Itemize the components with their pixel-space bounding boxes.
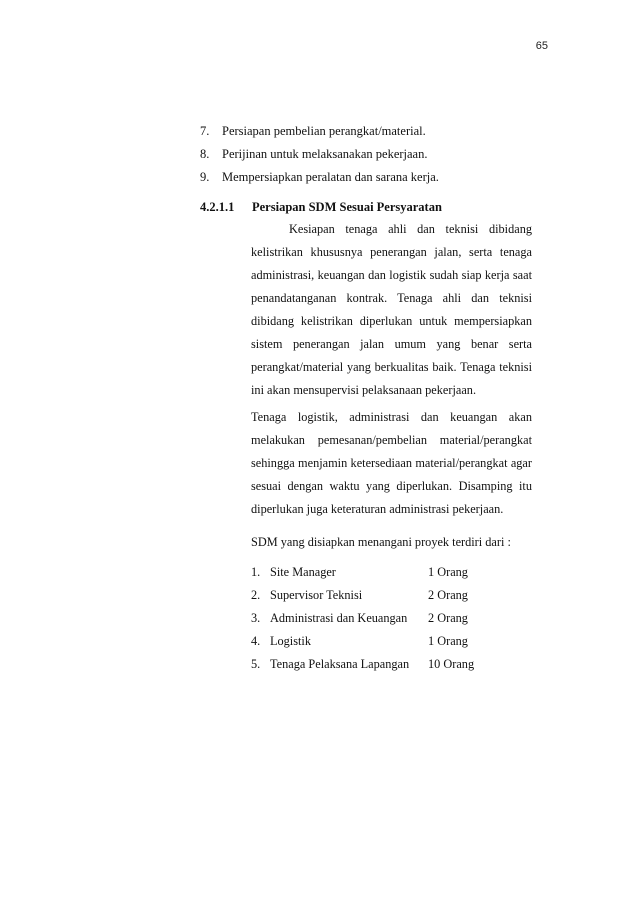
staff-count: 10 Orang	[428, 657, 475, 671]
staff-number: 4.	[251, 634, 261, 648]
staff-role: Logistik	[270, 634, 311, 648]
section-heading	[200, 196, 560, 218]
list-item	[200, 120, 560, 143]
paragraph: Tenaga logistik, administrasi dan keuangan akan melakukan pemesanan/pembelian material/perangkat sehingga menjamin ketersediaan material/perangkat agar sesuai dengan waktu yang diperlukan. Disamping itu diperlukan juga keteraturan administrasi pekerjaan.	[251, 410, 532, 516]
list-item-number: 8.	[200, 147, 210, 161]
staff-number: 2.	[251, 588, 261, 602]
list-item	[200, 143, 560, 166]
staff-list	[251, 561, 541, 676]
staff-row	[251, 584, 541, 607]
paragraph-block	[251, 406, 532, 521]
list-item-text: Persiapan pembelian perangkat/material.	[222, 124, 426, 138]
list-item-text: Mempersiapkan peralatan dan sarana kerja.	[222, 170, 439, 184]
staff-role: Supervisor Teknisi	[270, 588, 363, 602]
staff-row	[251, 653, 541, 676]
staff-row	[251, 561, 541, 584]
staff-row	[251, 630, 541, 653]
staff-number: 5.	[251, 657, 261, 671]
paragraph-block	[251, 531, 532, 554]
staff-row	[251, 607, 541, 630]
staff-count: 2 Orang	[428, 588, 468, 602]
paragraph: SDM yang disiapkan menangani proyek terdiri dari :	[251, 535, 511, 549]
list-item-number: 7.	[200, 124, 210, 138]
staff-count: 1 Orang	[428, 634, 468, 648]
list-item-text: Perijinan untuk melaksanakan pekerjaan.	[222, 147, 428, 161]
section-title: Persiapan SDM Sesuai Persyaratan	[252, 200, 442, 214]
preparation-list	[200, 120, 560, 189]
staff-number: 3.	[251, 611, 261, 625]
section-number: 4.2.1.1	[200, 200, 235, 214]
staff-role: Administrasi dan Keuangan	[270, 611, 408, 625]
paragraph-block	[251, 218, 532, 402]
staff-role: Site Manager	[270, 565, 336, 579]
list-item	[200, 166, 560, 189]
paragraph: Kesiapan tenaga ahli dan teknisi dibidang kelistrikan khususnya penerangan jalan, serta tenaga administrasi, keuangan dan logistik sudah siap kerja saat penandatanganan kontrak. Tenaga ahli dan teknisi dibidang kelistrikan diperlukan untuk mempersiapkan sistem penerangan jalan umum yang benar serta perangkat/material yang berkualitas baik. Tenaga teknisi ini akan mensupervisi pelaksanaan pekerjaan.	[251, 222, 532, 397]
staff-count: 2 Orang	[428, 611, 468, 625]
staff-role: Tenaga Pelaksana Lapangan	[270, 657, 410, 671]
staff-number: 1.	[251, 565, 261, 579]
page-number: 65	[535, 40, 548, 52]
staff-count: 1 Orang	[428, 565, 468, 579]
list-item-number: 9.	[200, 170, 210, 184]
